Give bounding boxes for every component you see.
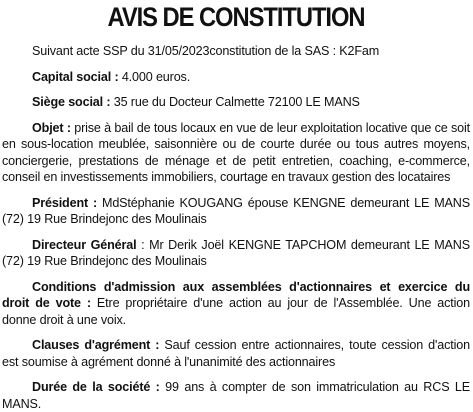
duree-value: 99 ans à compter de son immatriculation au RCS LE MANS.: [2, 380, 471, 411]
president-label: Président :: [32, 195, 98, 210]
capital-label: Capital social :: [32, 69, 119, 84]
president-paragraph: [2, 195, 470, 228]
duree-paragraph: [2, 379, 470, 412]
directeur-paragraph: [2, 237, 470, 270]
clauses-label: Clauses d'agrément :: [32, 338, 160, 352]
objet-paragraph: [2, 120, 470, 186]
directeur-value: : Mr Derik Joël KENGNE TAPCHOM demeurant LE MANS (72) 19 Rue Brindejonc des Moulinais: [2, 237, 470, 268]
siege-label: Siège social :: [32, 95, 111, 109]
objet-value: prise à bail de tous locaux en vue de leur exploitation locative que ce soit en sous-location meublée, saisonnière ou de courte durée ou tous autres moyens, conciergerie, prestations de ménage et de petit entretien, coaching, e-commerce, conseil en investissements immobiliers, courtage en travaux gestion des locataires: [2, 120, 470, 184]
notice-title: AVIS DE CONSTITUTION: [107, 2, 365, 32]
clauses-paragraph: [2, 337, 470, 370]
objet-label: Objet :: [32, 120, 71, 135]
capital-paragraph: [2, 69, 470, 86]
duree-label: Durée de la société :: [32, 380, 160, 394]
conditions-paragraph: [2, 279, 470, 329]
president-value: MdStéphanie KOUGANG épouse KENGNE demeurant LE MANS (72) 19 Rue Brindejonc des Moulinais: [2, 195, 470, 226]
intro-paragraph: [2, 43, 470, 60]
capital-value: 4.000 euros.: [118, 69, 191, 84]
intro-text: Suivant acte SSP du 31/05/2023constitution de la SAS : K2Fam: [32, 44, 380, 58]
siege-paragraph: [2, 94, 470, 111]
conditions-label: Conditions d'admission aux assemblées d'actionnaires et exercice du droit de vote :: [2, 279, 470, 310]
conditions-value: Etre propriétaire d'une action au jour de l'Assemblée. Une action donne droit à une voix.: [2, 296, 470, 327]
directeur-label: Directeur Général: [32, 237, 137, 252]
siege-value: 35 rue du Docteur Calmette 72100 LE MANS: [110, 95, 360, 109]
clauses-value: Sauf cession entre actionnaires, toute cession d'action est soumise à agrément donné à l'unanimité des actionnaires: [2, 338, 470, 369]
